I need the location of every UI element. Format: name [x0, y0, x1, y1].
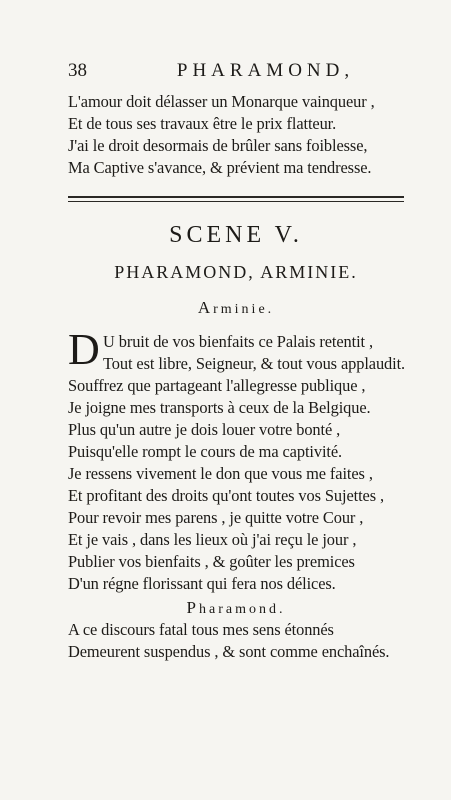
running-title: PHARAMOND,: [176, 60, 355, 81]
divider-rule: [68, 196, 404, 198]
verse-line: Et profitant des droits qu'ont toutes vos Sujettes ,: [68, 486, 384, 505]
verse-line: Demeurent suspendus , & sont comme enchaînés.: [68, 642, 390, 661]
verse-line: Publier vos bienfaits , & goûter les premices: [68, 552, 355, 571]
verse-line: Et je vais , dans les lieux où j'ai reçu le jour ,: [68, 530, 357, 549]
verse-line: Je ressens vivement le don que vous me faites ,: [68, 464, 373, 483]
divider-rule: [68, 201, 404, 202]
verse-line: Puisqu'elle rompt le cours de ma captivité.: [68, 442, 343, 461]
verse-line: D'un régne florissant qui fera nos délices.: [68, 574, 336, 593]
verse-line: Pour revoir mes parens , je quitte votre Cour ,: [68, 508, 364, 527]
verse-line: U bruit de vos bienfaits ce Palais retentit ,: [103, 332, 373, 351]
page-number: 38: [68, 60, 87, 81]
speaker-name: Pharamond.: [186, 598, 286, 617]
verse-line: L'amour doit délasser un Monarque vainqueur ,: [68, 92, 375, 111]
drop-cap: D: [68, 325, 100, 374]
verse-line: Et de tous ses travaux être le prix flatteur.: [68, 114, 337, 133]
verse-line: Plus qu'un autre je dois louer votre bonté ,: [68, 420, 341, 439]
verse-line: Ma Captive s'avance, & prévient ma tendresse.: [68, 158, 372, 177]
verse-line: Souffrez que partageant l'allegresse publique ,: [68, 376, 366, 395]
verse-line: Je joigne mes transports à ceux de la Belgique.: [68, 398, 371, 417]
verse-line: J'ai le droit desormais de brûler sans foiblesse,: [68, 136, 368, 155]
scene-characters: PHARAMOND, ARMINIE.: [114, 262, 358, 282]
verse-line: Tout est libre, Seigneur, & tout vous applaudit.: [103, 354, 406, 373]
speaker-name: Arminie.: [197, 298, 275, 317]
running-head: [68, 60, 403, 84]
scene-title: SCENE V.: [169, 222, 303, 248]
verse-line: A ce discours fatal tous mes sens étonnés: [68, 620, 334, 639]
